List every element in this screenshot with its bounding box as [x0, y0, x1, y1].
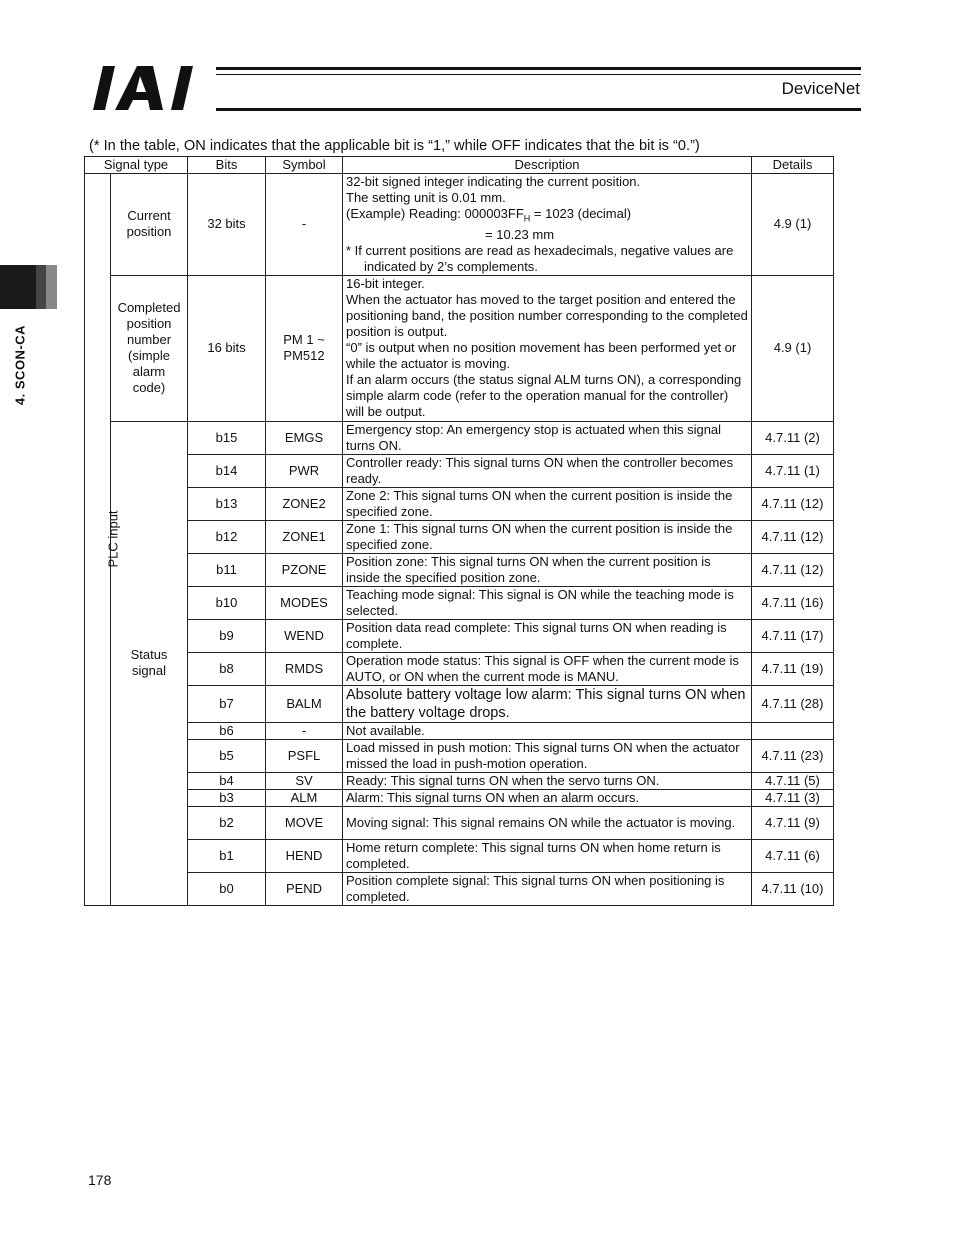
symbol-cell: -: [266, 174, 343, 276]
bits-cell: b12: [188, 520, 266, 553]
desc-line: 16-bit integer.: [346, 276, 425, 292]
status-row-b13: [85, 487, 834, 520]
header-bits: Bits: [188, 157, 266, 174]
section-title: DeviceNet: [781, 79, 860, 98]
details-cell: 4.7.11 (5): [752, 772, 834, 789]
description-cell: Position zone: This signal turns ON when the current position is inside the specified position zone.: [343, 553, 752, 586]
header-description: Description: [343, 157, 752, 174]
description-cell: Zone 1: This signal turns ON when the current position is inside the specified zone.: [343, 520, 752, 553]
bits-cell: 32 bits: [188, 174, 266, 276]
description-cell: Load missed in push motion: This signal turns ON when the actuator missed the load in push-motion operation.: [343, 739, 752, 772]
symbol-cell: ZONE2: [266, 487, 343, 520]
details-cell: 4.7.11 (6): [752, 839, 834, 872]
status-row-b0: [85, 872, 834, 905]
desc-line: “0” is output when no position movement has been performed yet or while the actuator is moving.: [346, 340, 737, 372]
table-row: [85, 174, 834, 276]
table-note: (* In the table, ON indicates that the applicable bit is “1,” while OFF indicates that the bit is “0.”): [89, 138, 700, 154]
bits-cell: b4: [188, 772, 266, 789]
bits-cell: b14: [188, 454, 266, 487]
bits-cell: b2: [188, 806, 266, 839]
symbol-cell: MODES: [266, 586, 343, 619]
description-cell: Alarm: This signal turns ON when an alarm occurs.: [343, 789, 752, 806]
status-row-b11: [85, 553, 834, 586]
desc-line: If an alarm occurs (the status signal ALM turns ON), a corresponding simple alarm code (refer to the operation manual for the controller) will be output.: [346, 372, 742, 420]
symbol-cell: BALM: [266, 685, 343, 722]
symbol-cell: PSFL: [266, 739, 343, 772]
bits-cell: b10: [188, 586, 266, 619]
details-cell: 4.9 (1): [752, 174, 834, 276]
description-cell: Moving signal: This signal remains ON while the actuator is moving.: [343, 806, 752, 839]
symbol-cell: PZONE: [266, 553, 343, 586]
table-header-row: [85, 157, 834, 174]
desc-example-line: (Example) Reading: $000003FF_H = 1023$ (decimal): [346, 206, 632, 224]
status-row-b1: [85, 839, 834, 872]
desc-line: = 10.23 mm: [485, 226, 555, 242]
desc-line: When the actuator has moved to the target position and entered the positioning band, the position number corresponding to the completed position is output.: [346, 292, 748, 340]
header-symbol: Symbol: [266, 157, 343, 174]
table-row: [85, 275, 834, 421]
description-cell: Teaching mode signal: This signal is ON while the teaching mode is selected.: [343, 586, 752, 619]
symbol-cell: EMGS: [266, 421, 343, 454]
signal-table: [84, 156, 834, 906]
description-cell: Not available.: [343, 722, 752, 739]
description-cell: Zone 2: This signal turns ON when the current position is inside the specified zone.: [343, 487, 752, 520]
description-cell: [343, 275, 752, 421]
details-cell: 4.7.11 (16): [752, 586, 834, 619]
bits-cell: b13: [188, 487, 266, 520]
status-row-b4: [85, 772, 834, 789]
symbol-cell: WEND: [266, 619, 343, 652]
desc-line: 32-bit signed integer indicating the current position.: [346, 174, 641, 189]
plc-input-cell: [85, 174, 121, 906]
details-cell: 4.7.11 (19): [752, 652, 834, 685]
symbol-cell: RMDS: [266, 652, 343, 685]
signal-type-cell: Current position: [111, 174, 188, 276]
description-cell: Home return complete: This signal turns ON when home return is completed.: [343, 839, 752, 872]
details-cell: 4.7.11 (9): [752, 806, 834, 839]
status-row-b5: [85, 739, 834, 772]
bits-cell: b11: [188, 553, 266, 586]
details-cell: 4.7.11 (12): [752, 520, 834, 553]
details-cell: 4.7.11 (12): [752, 553, 834, 586]
bits-cell: b0: [188, 872, 266, 905]
status-row-b15: [85, 421, 834, 454]
description-cell: Absolute battery voltage low alarm: This signal turns ON when the battery voltage drops.: [343, 685, 752, 722]
desc-line: The setting unit is 0.01 mm.: [346, 190, 506, 205]
header-rule-top: [216, 67, 861, 70]
status-row-b9: [85, 619, 834, 652]
symbol-cell: HEND: [266, 839, 343, 872]
chapter-tab-marker: [0, 265, 36, 309]
details-cell: [752, 722, 834, 739]
page-number: 178: [88, 1172, 112, 1188]
chapter-tab-marker-shade: [36, 265, 46, 309]
symbol-cell: PWR: [266, 454, 343, 487]
description-cell: [343, 174, 752, 276]
header-details: Details: [752, 157, 834, 174]
status-row-b14: [85, 454, 834, 487]
description-cell: Controller ready: This signal turns ON when the controller becomes ready.: [343, 454, 752, 487]
bits-cell: b7: [188, 685, 266, 722]
symbol-cell: -: [266, 722, 343, 739]
symbol-cell: ZONE1: [266, 520, 343, 553]
plc-input-label: PLC input: [105, 510, 121, 568]
chapter-tab-marker-light: [46, 265, 57, 309]
bits-cell: b15: [188, 421, 266, 454]
details-cell: 4.9 (1): [752, 275, 834, 421]
symbol-cell: MOVE: [266, 806, 343, 839]
description-cell: Operation mode status: This signal is OFF when the current mode is AUTO, or ON when the current mode is MANU.: [343, 652, 752, 685]
description-cell: Ready: This signal turns ON when the servo turns ON.: [343, 772, 752, 789]
desc-footnote: * If current positions are read as hexadecimals, negative values are indicated by 2’s complements.: [346, 242, 734, 274]
details-cell: 4.7.11 (28): [752, 685, 834, 722]
status-row-b6: [85, 722, 834, 739]
details-cell: 4.7.11 (3): [752, 789, 834, 806]
bits-cell: b9: [188, 619, 266, 652]
bits-cell: b8: [188, 652, 266, 685]
bits-cell: b5: [188, 739, 266, 772]
status-row-b12: [85, 520, 834, 553]
description-cell: Position complete signal: This signal turns ON when positioning is completed.: [343, 872, 752, 905]
symbol-cell: ALM: [266, 789, 343, 806]
details-cell: 4.7.11 (23): [752, 739, 834, 772]
status-row-b3: [85, 789, 834, 806]
status-row-b8: [85, 652, 834, 685]
symbol-cell: PEND: [266, 872, 343, 905]
symbol-cell: PM 1 ~ PM512: [266, 275, 343, 421]
header-rule-bottom: [216, 108, 861, 111]
details-cell: 4.7.11 (2): [752, 421, 834, 454]
description-cell: Position data read complete: This signal turns ON when reading is complete.: [343, 619, 752, 652]
status-row-b2: [85, 806, 834, 839]
header-rule-thin: [216, 74, 861, 75]
bits-cell: b1: [188, 839, 266, 872]
details-cell: 4.7.11 (17): [752, 619, 834, 652]
bits-cell: b6: [188, 722, 266, 739]
bits-cell: b3: [188, 789, 266, 806]
status-row-b10: [85, 586, 834, 619]
status-row-b7: [85, 685, 834, 722]
iai-logo: [93, 66, 211, 110]
details-cell: 4.7.11 (1): [752, 454, 834, 487]
description-cell: Emergency stop: An emergency stop is actuated when this signal turns ON.: [343, 421, 752, 454]
bits-cell: 16 bits: [188, 275, 266, 421]
symbol-cell: SV: [266, 772, 343, 789]
signal-type-cell: Completed position number (simple alarm code): [111, 275, 188, 421]
details-cell: 4.7.11 (10): [752, 872, 834, 905]
signal-type-cell: Status signal: [111, 421, 188, 905]
chapter-label: 4. SCON-CA: [12, 324, 28, 406]
details-cell: 4.7.11 (12): [752, 487, 834, 520]
header-signal-type: Signal type: [85, 157, 188, 174]
